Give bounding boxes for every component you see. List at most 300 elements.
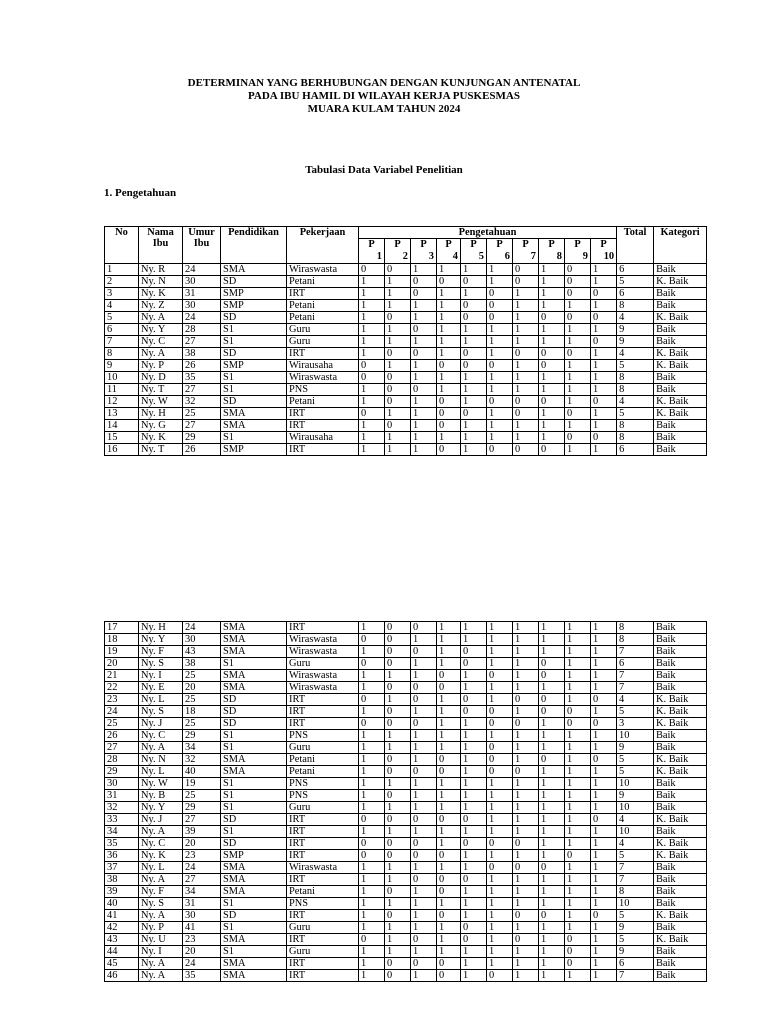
cell-p7: 1 (513, 970, 539, 982)
table-row (105, 276, 707, 288)
cell-p6: 1 (487, 682, 513, 694)
cell-p6: 0 (487, 718, 513, 730)
cell-total: 8 (617, 432, 654, 444)
cell-umur: 35 (183, 372, 221, 384)
cell-p5: 0 (461, 300, 487, 312)
cell-p2: 0 (385, 658, 411, 670)
cell-p6: 1 (487, 694, 513, 706)
table-caption: Tabulasi Data Variabel Penelitian (305, 164, 463, 176)
cell-p8: 1 (539, 408, 565, 420)
cell-p10: 1 (591, 706, 617, 718)
cell-p7: 1 (513, 372, 539, 384)
cell-p3: 0 (411, 384, 437, 396)
table-row (105, 300, 707, 312)
cell-p8: 0 (539, 910, 565, 922)
cell-p5: 1 (461, 850, 487, 862)
cell-nama: Ny. C (139, 336, 183, 348)
cell-pendidikan: S1 (221, 742, 287, 754)
cell-pekerjaan: PNS (287, 778, 359, 790)
cell-p9: 1 (565, 766, 591, 778)
cell-p2: 1 (385, 730, 411, 742)
cell-umur: 18 (183, 706, 221, 718)
cell-p10: 0 (591, 288, 617, 300)
cell-p4: 1 (437, 826, 461, 838)
cell-p5: 1 (461, 766, 487, 778)
cell-p2: 1 (385, 670, 411, 682)
cell-p10: 1 (591, 372, 617, 384)
cell-kategori: Baik (654, 874, 707, 886)
cell-total: 4 (617, 312, 654, 324)
cell-no: 34 (105, 826, 139, 838)
cell-p10: 1 (591, 826, 617, 838)
cell-nama: Ny. K (139, 432, 183, 444)
cell-pendidikan: S1 (221, 790, 287, 802)
cell-p9: 1 (565, 694, 591, 706)
cell-nama: Ny. P (139, 922, 183, 934)
cell-umur: 20 (183, 682, 221, 694)
table-row (105, 384, 707, 396)
cell-nama: Ny. A (139, 348, 183, 360)
cell-p9: 1 (565, 838, 591, 850)
cell-p10: 1 (591, 790, 617, 802)
cell-no: 5 (105, 312, 139, 324)
cell-total: 10 (617, 730, 654, 742)
cell-nama: Ny. T (139, 444, 183, 456)
cell-pendidikan: SMA (221, 622, 287, 634)
cell-nama: Ny. Y (139, 802, 183, 814)
cell-umur: 24 (183, 862, 221, 874)
cell-p6: 0 (487, 766, 513, 778)
table-row (105, 646, 707, 658)
cell-p5: 0 (461, 874, 487, 886)
cell-pendidikan: S1 (221, 324, 287, 336)
cell-no: 46 (105, 970, 139, 982)
cell-p4: 1 (437, 802, 461, 814)
cell-p2: 1 (385, 946, 411, 958)
cell-pekerjaan: Wiraswasta (287, 670, 359, 682)
header-item-number: 1 (376, 251, 382, 262)
cell-pendidikan: SMA (221, 408, 287, 420)
cell-umur: 30 (183, 910, 221, 922)
cell-total: 5 (617, 910, 654, 922)
cell-p5: 0 (461, 348, 487, 360)
cell-nama: Ny. A (139, 958, 183, 970)
header-pendidikan: Pendidikan (221, 227, 287, 264)
cell-p4: 0 (437, 970, 461, 982)
cell-umur: 39 (183, 826, 221, 838)
cell-p1: 1 (359, 742, 385, 754)
cell-nama: Ny. D (139, 372, 183, 384)
cell-umur: 24 (183, 264, 221, 276)
cell-p2: 0 (385, 814, 411, 826)
cell-p3: 1 (411, 420, 437, 432)
cell-total: 7 (617, 862, 654, 874)
cell-pendidikan: SMP (221, 300, 287, 312)
header-item-p1 (359, 239, 385, 264)
cell-no: 25 (105, 718, 139, 730)
cell-p1: 1 (359, 790, 385, 802)
table-row (105, 826, 707, 838)
cell-kategori: K. Baik (654, 360, 707, 372)
cell-p5: 1 (461, 420, 487, 432)
cell-pekerjaan: IRT (287, 838, 359, 850)
cell-p3: 0 (411, 348, 437, 360)
cell-p9: 1 (565, 802, 591, 814)
cell-umur: 19 (183, 778, 221, 790)
cell-total: 9 (617, 742, 654, 754)
cell-pekerjaan: Petani (287, 886, 359, 898)
cell-nama: Ny. I (139, 670, 183, 682)
cell-pendidikan: SD (221, 838, 287, 850)
cell-p2: 0 (385, 970, 411, 982)
cell-p8: 1 (539, 970, 565, 982)
cell-p9: 1 (565, 396, 591, 408)
header-item-number: 8 (556, 251, 562, 262)
cell-pendidikan: SD (221, 814, 287, 826)
cell-p6: 1 (487, 898, 513, 910)
cell-p9: 1 (565, 898, 591, 910)
table-row (105, 754, 707, 766)
cell-kategori: Baik (654, 264, 707, 276)
table-row (105, 814, 707, 826)
cell-pendidikan: S1 (221, 372, 287, 384)
cell-p1: 1 (359, 276, 385, 288)
cell-p7: 1 (513, 288, 539, 300)
cell-p3: 1 (411, 970, 437, 982)
cell-p2: 1 (385, 288, 411, 300)
cell-p2: 1 (385, 862, 411, 874)
cell-pekerjaan: IRT (287, 288, 359, 300)
cell-kategori: Baik (654, 634, 707, 646)
cell-p3: 1 (411, 826, 437, 838)
cell-p1: 1 (359, 778, 385, 790)
cell-p3: 1 (411, 898, 437, 910)
cell-p3: 0 (411, 766, 437, 778)
cell-kategori: K. Baik (654, 754, 707, 766)
cell-p2: 1 (385, 336, 411, 348)
cell-p3: 1 (411, 336, 437, 348)
cell-p9: 0 (565, 850, 591, 862)
cell-p4: 1 (437, 300, 461, 312)
table-row (105, 336, 707, 348)
cell-nama: Ny. B (139, 790, 183, 802)
cell-pekerjaan: IRT (287, 874, 359, 886)
cell-total: 9 (617, 324, 654, 336)
cell-p4: 0 (437, 360, 461, 372)
cell-p4: 1 (437, 838, 461, 850)
cell-total: 7 (617, 874, 654, 886)
cell-pendidikan: SD (221, 910, 287, 922)
cell-total: 8 (617, 384, 654, 396)
cell-total: 4 (617, 348, 654, 360)
cell-p2: 0 (385, 706, 411, 718)
cell-p1: 0 (359, 934, 385, 946)
cell-nama: Ny. A (139, 826, 183, 838)
cell-pendidikan: S1 (221, 826, 287, 838)
cell-p7: 1 (513, 730, 539, 742)
cell-p7: 1 (513, 814, 539, 826)
cell-p9: 1 (565, 324, 591, 336)
cell-p2: 0 (385, 838, 411, 850)
cell-p7: 1 (513, 886, 539, 898)
cell-nama: Ny. J (139, 718, 183, 730)
cell-p4: 1 (437, 312, 461, 324)
cell-p1: 1 (359, 444, 385, 456)
cell-no: 6 (105, 324, 139, 336)
cell-no: 7 (105, 336, 139, 348)
header-item-p5 (461, 239, 487, 264)
cell-no: 18 (105, 634, 139, 646)
cell-pendidikan: SD (221, 312, 287, 324)
cell-umur: 41 (183, 922, 221, 934)
cell-no: 42 (105, 922, 139, 934)
cell-p2: 1 (385, 408, 411, 420)
cell-p9: 1 (565, 742, 591, 754)
cell-p6: 1 (487, 802, 513, 814)
cell-p2: 0 (385, 634, 411, 646)
cell-p10: 1 (591, 408, 617, 420)
cell-p2: 1 (385, 874, 411, 886)
cell-p9: 1 (565, 670, 591, 682)
cell-p9: 1 (565, 778, 591, 790)
header-nama: Nama Ibu (139, 227, 183, 264)
cell-nama: Ny. S (139, 658, 183, 670)
cell-p5: 1 (461, 730, 487, 742)
cell-p4: 0 (437, 886, 461, 898)
table-row (105, 778, 707, 790)
cell-p9: 1 (565, 622, 591, 634)
cell-p5: 1 (461, 802, 487, 814)
cell-total: 4 (617, 814, 654, 826)
cell-no: 41 (105, 910, 139, 922)
cell-pendidikan: S1 (221, 658, 287, 670)
cell-p6: 0 (487, 288, 513, 300)
cell-p9: 1 (565, 790, 591, 802)
cell-pekerjaan: IRT (287, 706, 359, 718)
header-item-number: 2 (402, 251, 408, 262)
cell-p1: 0 (359, 718, 385, 730)
cell-p3: 0 (411, 838, 437, 850)
table-row (105, 742, 707, 754)
cell-p8: 1 (539, 622, 565, 634)
cell-pendidikan: S1 (221, 730, 287, 742)
cell-total: 9 (617, 922, 654, 934)
cell-nama: Ny. A (139, 970, 183, 982)
cell-pendidikan: SD (221, 276, 287, 288)
cell-p10: 0 (591, 814, 617, 826)
cell-p2: 1 (385, 778, 411, 790)
header-item-letter: P (574, 239, 581, 250)
table-row (105, 372, 707, 384)
cell-p1: 1 (359, 312, 385, 324)
cell-p6: 0 (487, 706, 513, 718)
cell-total: 8 (617, 300, 654, 312)
cell-no: 11 (105, 384, 139, 396)
cell-p5: 1 (461, 682, 487, 694)
table-row (105, 682, 707, 694)
cell-pekerjaan: IRT (287, 622, 359, 634)
cell-p8: 1 (539, 886, 565, 898)
cell-p1: 0 (359, 408, 385, 420)
cell-p5: 1 (461, 754, 487, 766)
cell-kategori: Baik (654, 288, 707, 300)
cell-p7: 1 (513, 432, 539, 444)
cell-umur: 38 (183, 348, 221, 360)
cell-p1: 1 (359, 622, 385, 634)
cell-p4: 0 (437, 754, 461, 766)
cell-umur: 30 (183, 634, 221, 646)
cell-p3: 1 (411, 432, 437, 444)
cell-p7: 1 (513, 850, 539, 862)
cell-no: 3 (105, 288, 139, 300)
cell-p10: 1 (591, 730, 617, 742)
cell-pekerjaan: Wiraswasta (287, 646, 359, 658)
cell-total: 8 (617, 634, 654, 646)
cell-p7: 1 (513, 802, 539, 814)
header-item-p10 (591, 239, 617, 264)
cell-p6: 1 (487, 264, 513, 276)
cell-kategori: Baik (654, 778, 707, 790)
cell-nama: Ny. U (139, 934, 183, 946)
cell-total: 5 (617, 360, 654, 372)
table-row (105, 790, 707, 802)
cell-no: 32 (105, 802, 139, 814)
cell-p10: 1 (591, 742, 617, 754)
cell-p1: 1 (359, 958, 385, 970)
cell-umur: 26 (183, 444, 221, 456)
cell-total: 10 (617, 826, 654, 838)
cell-p4: 1 (437, 706, 461, 718)
cell-p7: 1 (513, 754, 539, 766)
cell-p4: 1 (437, 336, 461, 348)
cell-nama: Ny. F (139, 646, 183, 658)
cell-total: 4 (617, 838, 654, 850)
cell-pendidikan: SMA (221, 634, 287, 646)
cell-kategori: K. Baik (654, 814, 707, 826)
cell-pekerjaan: Guru (287, 946, 359, 958)
cell-p10: 0 (591, 718, 617, 730)
cell-p7: 1 (513, 384, 539, 396)
cell-p2: 1 (385, 922, 411, 934)
header-item-p4 (437, 239, 461, 264)
cell-p4: 1 (437, 634, 461, 646)
cell-p8: 1 (539, 276, 565, 288)
table-row (105, 420, 707, 432)
cell-p9: 0 (565, 706, 591, 718)
cell-no: 43 (105, 934, 139, 946)
cell-pekerjaan: IRT (287, 348, 359, 360)
cell-pendidikan: SD (221, 694, 287, 706)
cell-p9: 1 (565, 300, 591, 312)
cell-p5: 1 (461, 670, 487, 682)
cell-p5: 0 (461, 838, 487, 850)
cell-pendidikan: SMA (221, 420, 287, 432)
table-row (105, 360, 707, 372)
cell-nama: Ny. N (139, 754, 183, 766)
cell-p4: 1 (437, 898, 461, 910)
cell-nama: Ny. K (139, 850, 183, 862)
cell-pendidikan: SD (221, 396, 287, 408)
cell-umur: 29 (183, 730, 221, 742)
cell-pekerjaan: Petani (287, 300, 359, 312)
cell-p7: 1 (513, 682, 539, 694)
cell-p8: 1 (539, 420, 565, 432)
cell-pendidikan: SMP (221, 360, 287, 372)
cell-p7: 1 (513, 360, 539, 372)
cell-p8: 1 (539, 372, 565, 384)
cell-umur: 40 (183, 766, 221, 778)
cell-umur: 34 (183, 886, 221, 898)
cell-kategori: Baik (654, 372, 707, 384)
cell-pendidikan: SMA (221, 682, 287, 694)
cell-p5: 0 (461, 934, 487, 946)
table-row (105, 970, 707, 982)
cell-kategori: Baik (654, 862, 707, 874)
table-row (105, 634, 707, 646)
cell-kategori: Baik (654, 432, 707, 444)
cell-umur: 27 (183, 814, 221, 826)
cell-p6: 1 (487, 408, 513, 420)
cell-p7: 0 (513, 444, 539, 456)
cell-pekerjaan: PNS (287, 730, 359, 742)
cell-p4: 1 (437, 778, 461, 790)
cell-pendidikan: SMA (221, 958, 287, 970)
cell-kategori: Baik (654, 826, 707, 838)
header-umur: Umur Ibu (183, 227, 221, 264)
cell-umur: 27 (183, 420, 221, 432)
cell-p5: 1 (461, 910, 487, 922)
cell-p1: 0 (359, 658, 385, 670)
cell-no: 45 (105, 958, 139, 970)
cell-p6: 1 (487, 658, 513, 670)
cell-pekerjaan: IRT (287, 420, 359, 432)
cell-total: 7 (617, 682, 654, 694)
cell-p7: 1 (513, 958, 539, 970)
cell-p10: 1 (591, 922, 617, 934)
cell-pendidikan: SMA (221, 934, 287, 946)
cell-p10: 1 (591, 802, 617, 814)
cell-kategori: Baik (654, 444, 707, 456)
cell-p4: 1 (437, 288, 461, 300)
cell-pekerjaan: PNS (287, 384, 359, 396)
cell-p4: 1 (437, 372, 461, 384)
cell-nama: Ny. N (139, 276, 183, 288)
cell-p3: 1 (411, 706, 437, 718)
cell-kategori: Baik (654, 384, 707, 396)
cell-p10: 0 (591, 910, 617, 922)
cell-nama: Ny. A (139, 874, 183, 886)
cell-p7: 0 (513, 910, 539, 922)
cell-p6: 1 (487, 622, 513, 634)
cell-pekerjaan: Wiraswasta (287, 264, 359, 276)
header-item-number: 10 (603, 251, 615, 262)
cell-p7: 0 (513, 862, 539, 874)
table-row (105, 658, 707, 670)
table-row (105, 706, 707, 718)
cell-total: 7 (617, 646, 654, 658)
cell-nama: Ny. J (139, 814, 183, 826)
cell-no: 23 (105, 694, 139, 706)
cell-p9: 1 (565, 384, 591, 396)
cell-p10: 0 (591, 694, 617, 706)
cell-umur: 24 (183, 622, 221, 634)
cell-p1: 1 (359, 910, 385, 922)
cell-p9: 1 (565, 754, 591, 766)
header-item-letter: P (368, 239, 375, 250)
cell-p8: 1 (539, 742, 565, 754)
title-line: DETERMINAN YANG BERHUBUNGAN DENGAN KUNJUNGAN ANTENATAL (187, 77, 581, 89)
cell-pekerjaan: Guru (287, 324, 359, 336)
